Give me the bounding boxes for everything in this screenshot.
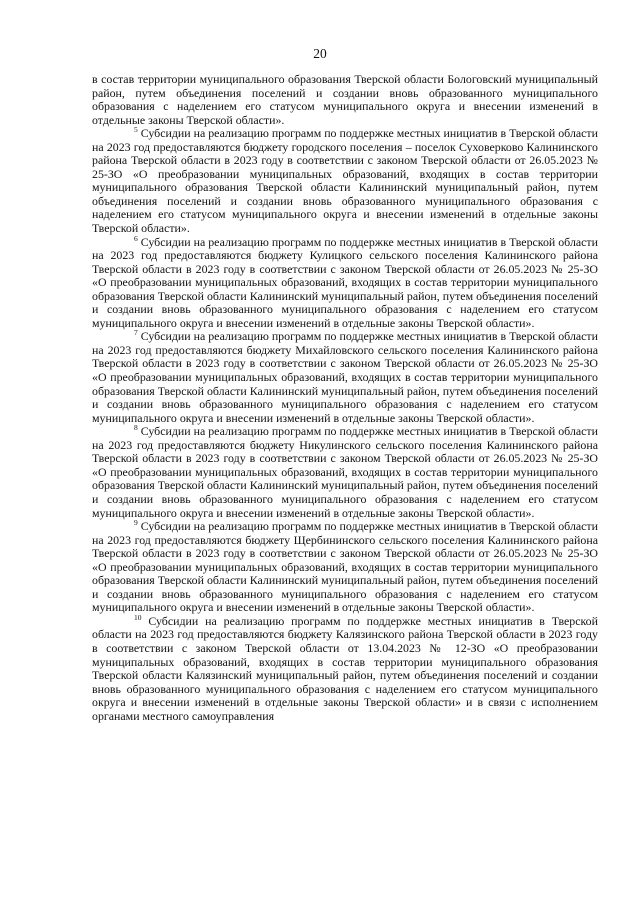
- footnote-8: [92, 425, 598, 520]
- footnote-marker: 6: [134, 233, 138, 243]
- footnote-marker: 10: [134, 612, 142, 622]
- footnote-9: [92, 520, 598, 615]
- footnote-text: Субсидии на реализацию программ по поддержке местных инициатив в Тверской области на 2023 год предоставляются бюджету Калязинского района Тверской области в 2023 году в соответствии с законом Тверской области от 13.04.2023 № 12-ЗО «О преобразовании муниципальных образований, входящих в состав территории муниципального образования Тверской области Калязинский муниципальный район, путем объединения поселений и создании вновь образованного муниципального образования с наделением его статусом муниципального округа и внесении изменений в отдельные законы Тверской области» и в связи с исполнением органами местного самоуправления: [92, 613, 598, 723]
- footnote-marker: 5: [134, 125, 138, 135]
- footnote-5: [92, 127, 598, 235]
- footnote-text: в состав территории муниципального образования Тверской области Бологовский муниципальный район, путем объединения поселений и создании вновь образованного муниципального образования с наделением его статусом муниципального округа и внесении изменений в отдельные законы Тверской области».: [92, 72, 598, 127]
- footnote-6: [92, 233, 598, 331]
- footnote-7: [92, 330, 598, 425]
- footnote-text: Субсидии на реализацию программ по поддержке местных инициатив в Тверской области на 2023 год предоставляются бюджету городского поселения – поселок Суховерково Калининского района Тверской области в 2023 году в соответствии с законом Тверской области от 26.05.2023 № 25-ЗО «О преобразовании муниципальных образований, входящих в состав территории муниципального образования Тверской области Калининский муниципальный район, путем объединения поселений и создании вновь образованного муниципального образования с наделением его статусом муниципального округа и внесении изменений в отдельные законы Тверской области».: [92, 126, 598, 236]
- footnote-text: Субсидии на реализацию программ по поддержке местных инициатив в Тверской области на 2023 год предоставляются бюджету Никулинского сельского поселения Калининского района Тверской области в 2023 году в соответствии с законом Тверской области от 26.05.2023 № 25-ЗО «О преобразовании муниципальных образований, входящих в состав территории муниципального образования Тверской области Калининский муниципальный район, путем объединения поселений и создании вновь образованного муниципального образования с наделением его статусом муниципального округа и внесении изменений в отдельные законы Тверской области».: [92, 424, 598, 520]
- footnote-marker: 7: [134, 328, 138, 338]
- footnote-continuation: [92, 73, 598, 127]
- footnote-10: [92, 612, 598, 723]
- footnote-text: Субсидии на реализацию программ по поддержке местных инициатив в Тверской области на 2023 год предоставляются бюджету Щербининского сельского поселения Калининского района Тверской области в 2023 году в соответствии с законом Тверской области от 26.05.2023 № 25-ЗО «О преобразовании муниципальных образований, входящих в состав территории муниципального образования Тверской области Калининский муниципальный район, путем объединения поселений и создании вновь образованного муниципального образования с наделением его статусом муниципального округа и внесении изменений в отдельные законы Тверской области».: [92, 519, 598, 615]
- page-number: 20: [313, 46, 327, 61]
- footnotes-text: [92, 73, 598, 723]
- footnote-text: Субсидии на реализацию программ по поддержке местных инициатив в Тверской области на 2023 год предоставляются бюджету Михайловского сельского поселения Калининского района Тверской области в 2023 году в соответствии с законом Тверской области от 26.05.2023 № 25-ЗО «О преобразовании муниципальных образований, входящих в состав территории муниципального образования Тверской области Калининский муниципальный район, путем объединения поселений и создании вновь образованного муниципального образования с наделением его статусом муниципального округа и внесении изменений в отдельные законы Тверской области».: [92, 329, 598, 425]
- footnote-marker: 9: [134, 518, 138, 528]
- footnote-marker: 8: [134, 423, 138, 433]
- footnote-text: Субсидии на реализацию программ по поддержке местных инициатив в Тверской области на 2023 год предоставляются бюджету Кулицкого сельского поселения Калининского района Тверской области в 2023 году в соответствии с законом Тверской области от 26.05.2023 № 25-ЗО «О преобразовании муниципальных образований, входящих в состав территории муниципального образования Тверской области Калининский муниципальный район, путем объединения поселений и создании вновь образованного муниципального образования с наделением его статусом муниципального округа и внесении изменений в отдельные законы Тверской области».: [92, 234, 598, 330]
